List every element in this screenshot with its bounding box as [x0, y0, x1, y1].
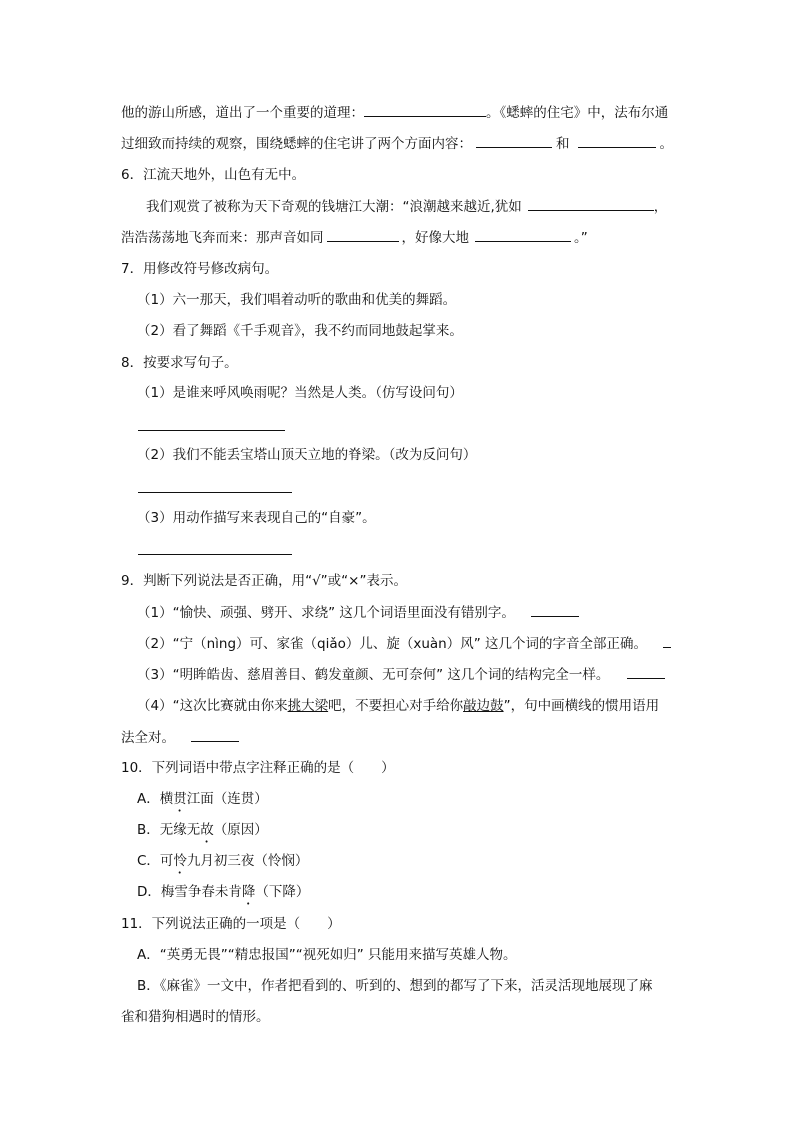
option-c[interactable]: C．可怜九月初三夜（怜悯） [137, 853, 309, 869]
question-8-item-3: （3）用动作描写来表现自己的“自豪”。 [137, 510, 376, 526]
question-9-item-1: （1）“愉快、顽强、劈开、求绕” 这几个词语里面没有错别字。 [137, 602, 579, 623]
option-b-cont: 雀和猎狗相遇时的情形。 [121, 1009, 270, 1025]
continuation-line-1: 他的游山所感，道出了一个重要的道理： 。《蟋蟀的住宅》中，法布尔通 [121, 102, 668, 123]
option-a[interactable]: A．“英勇无畏”“精忠报国”“视死如归” 只能用来描写英雄人物。 [137, 947, 517, 963]
answer-blank[interactable] [476, 133, 552, 148]
question-6-line-2: 浩浩荡荡地飞奔而来：那声音如同 ，好像大地 。” [121, 227, 588, 248]
answer-blank[interactable] [531, 602, 579, 617]
question-11-title: 11．下列说法正确的一项是（ ） [121, 916, 341, 932]
answer-line[interactable] [138, 492, 292, 493]
answer-line[interactable] [138, 430, 285, 431]
question-8-item-2: （2）我们不能丢宝塔山顶天立地的脊梁。（改为反问句） [137, 447, 477, 463]
answer-blank[interactable] [627, 664, 665, 679]
question-9-item-2: （2）“宁（nìng）可、家雀（qiǎo）儿、旋（xuàn）风” 这几个词的字音全部正确。 [137, 633, 671, 654]
answer-blank[interactable] [663, 633, 671, 648]
question-6-title: 6．江流天地外，山色有无中。 [121, 167, 306, 183]
option-b[interactable]: B．无缘无故（原因） [137, 822, 268, 838]
answer-blank[interactable] [327, 227, 399, 242]
answer-line[interactable] [138, 554, 292, 555]
answer-blank[interactable] [475, 227, 571, 242]
question-9-item-4: （4）“这次比赛就由你来挑大梁吧，不要担心对手给你敲边鼓”，句中画横线的惯用语用 [137, 698, 660, 714]
option-a[interactable]: A．横贯江面（连贯） [137, 791, 268, 807]
question-6-line-1: 我们观赏了被称为天下奇观的钱塘江大潮：“浪潮越来越近,犹如 ， [146, 196, 667, 217]
question-7-title: 7．用修改符号修改病句。 [121, 261, 279, 277]
question-9-item-3: （3）“明眸皓齿、慈眉善目、鹤发童颜、无可奈何” 这几个词的结构完全一样。 [137, 664, 665, 685]
option-b[interactable]: B．《麻雀》一文中，作者把看到的、听到的、想到的都写了下来，活灵活现地展现了麻 [137, 978, 653, 994]
option-d[interactable]: D．梅雪争春未肯降（下降） [137, 884, 310, 900]
answer-blank[interactable] [578, 133, 656, 148]
answer-blank[interactable] [528, 196, 654, 211]
answer-blank[interactable] [364, 102, 486, 117]
answer-blank[interactable] [191, 727, 239, 742]
question-9-item-4-cont: 法全对。 [121, 727, 239, 748]
question-8-title: 8．按要求写句子。 [121, 355, 238, 371]
question-9-title: 9．判断下列说法是否正确，用“√”或“×”表示。 [121, 573, 407, 589]
question-8-item-1: （1）是谁来呼风唤雨呢？当然是人类。（仿写设问句） [137, 385, 463, 401]
question-7-item-1: （1）六一那天，我们唱着动听的歌曲和优美的舞蹈。 [137, 292, 457, 308]
continuation-line-2: 过细致而持续的观察，围绕蟋蟀的住宅讲了两个方面内容： 和 。 [121, 133, 673, 154]
question-7-item-2: （2）看了舞蹈《千手观音》，我不约而同地鼓起掌来。 [137, 323, 463, 339]
question-10-title: 10．下列词语中带点字注释正确的是（ ） [121, 760, 395, 776]
